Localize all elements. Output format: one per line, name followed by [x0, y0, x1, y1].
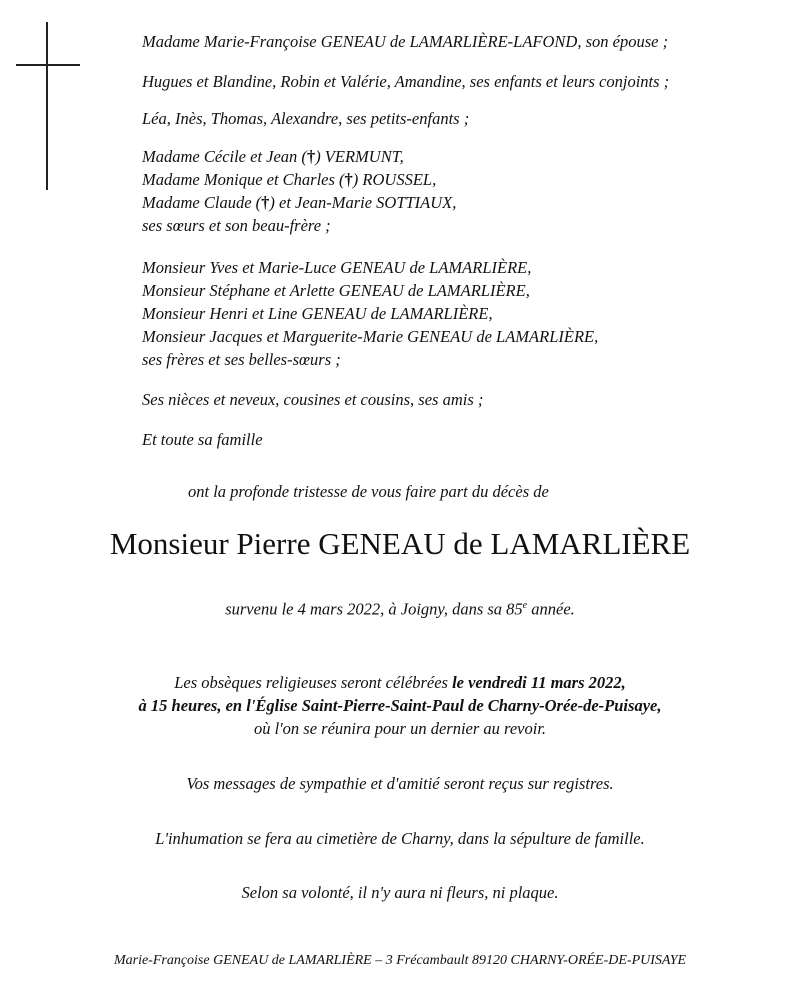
brother-line-3: Monsieur Henri et Line GENEAU de LAMARLIÈRE, [142, 304, 493, 323]
cross-icon-vertical [46, 22, 48, 190]
wish-line: Selon sa volonté, il n'y aura ni fleurs, ni plaque. [241, 883, 559, 902]
grandchildren-line: Léa, Inès, Thomas, Alexandre, ses petits-enfants ; [142, 109, 470, 128]
nieces-line: Ses nièces et neveux, cousines et cousins, ses amis ; [142, 390, 484, 409]
sister-line-3: Madame Claude (†) et Jean-Marie SOTTIAUX, [142, 193, 457, 212]
dagger-icon: † [306, 147, 316, 166]
sister-line-1: Madame Cécile et Jean (†) VERMUNT, [142, 147, 404, 166]
brother-line-1: Monsieur Yves et Marie-Luce GENEAU de LAMARLIÈRE, [142, 258, 532, 277]
funeral-line-1: Les obsèques religieuses seront célébrées le vendredi 11 mars 2022, [174, 673, 626, 692]
sister-line-4: ses sœurs et son beau-frère ; [142, 216, 331, 235]
family-line: Et toute sa famille [142, 430, 263, 449]
cross-icon-horizontal [16, 64, 80, 66]
brother-line-5: ses frères et ses belles-sœurs ; [142, 350, 341, 369]
announce-line: ont la profonde tristesse de vous faire part du décès de [188, 482, 549, 501]
dagger-icon: † [261, 193, 270, 212]
brother-line-2: Monsieur Stéphane et Arlette GENEAU de LAMARLIÈRE, [142, 281, 530, 300]
dagger-icon: † [344, 170, 353, 189]
deceased-name: Monsieur Pierre GENEAU de LAMARLIÈRE [109, 526, 691, 561]
messages-line: Vos messages de sympathie et d'amitié seront reçus sur registres. [186, 774, 614, 793]
wife-line: Madame Marie-Françoise GENEAU de LAMARLIÈRE-LAFOND, son épouse ; [142, 32, 669, 51]
brother-line-4: Monsieur Jacques et Marguerite-Marie GENEAU de LAMARLIÈRE, [142, 327, 599, 346]
burial-line: L'inhumation se fera au cimetière de Charny, dans la sépulture de famille. [155, 829, 645, 848]
death-line: survenu le 4 mars 2022, à Joigny, dans sa 85e année. [225, 599, 575, 619]
children-line: Hugues et Blandine, Robin et Valérie, Amandine, ses enfants et leurs conjoints ; [142, 72, 670, 91]
sister-line-2: Madame Monique et Charles (†) ROUSSEL, [142, 170, 437, 189]
funeral-line-3: où l'on se réunira pour un dernier au revoir. [253, 719, 547, 738]
footer-address: Marie-Françoise GENEAU de LAMARLIÈRE – 3 Frécambault 89120 CHARNY-ORÉE-DE-PUISAYE [113, 953, 687, 968]
funeral-line-2: à 15 heures, en l'Église Saint-Pierre-Saint-Paul de Charny-Orée-de-Puisaye, [138, 696, 662, 715]
